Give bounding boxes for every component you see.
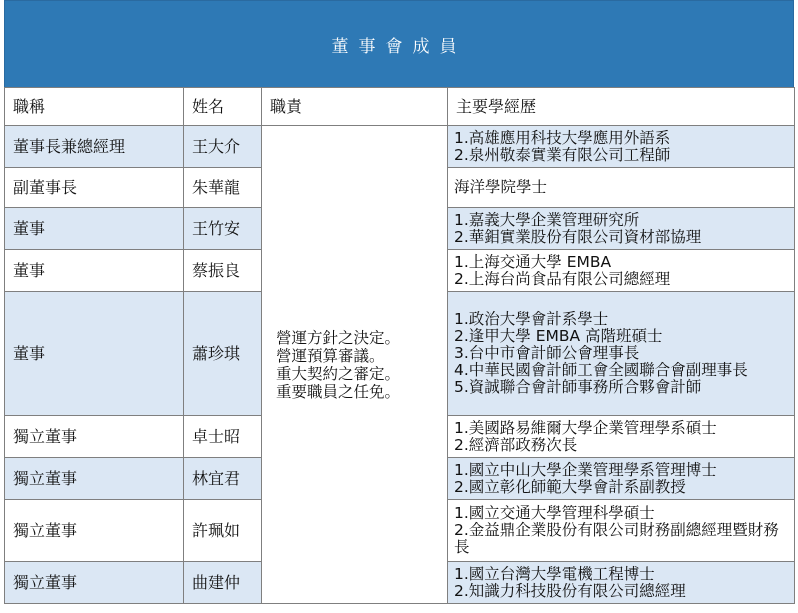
- member-name: 蔡振良: [184, 250, 262, 292]
- experience-line: 1.國立交通大學管理科學碩士: [454, 504, 655, 522]
- member-experience: [448, 168, 795, 208]
- experience-line: 2.逢甲大學 EMBA 高階班碩士: [454, 327, 663, 345]
- member-name: 許珮如: [184, 500, 262, 562]
- member-experience: [448, 500, 795, 562]
- header-row: [5, 88, 795, 126]
- board-members-table: [4, 87, 795, 604]
- experience-line: 2.華鉬實業股份有限公司資材部協理: [454, 227, 702, 246]
- experience-line: 海洋學院學士: [454, 178, 548, 196]
- member-title: 獨立董事: [5, 416, 184, 458]
- member-experience: [448, 208, 795, 250]
- member-name: 王大介: [184, 126, 262, 168]
- experience-line: 1.高雄應用科技大學應用外語系: [454, 128, 671, 147]
- member-name: 曲建仲: [184, 562, 262, 604]
- member-experience: [448, 458, 795, 500]
- header-name: 姓名: [184, 88, 262, 126]
- header-experience: 主要學經歷: [448, 88, 795, 126]
- experience-line: 5.資誠聯合會計師事務所合夥會計師: [454, 378, 702, 396]
- member-name: 蕭珍琪: [184, 292, 262, 416]
- member-title: 董事: [5, 250, 184, 292]
- experience-line: 2.國立彰化師範大學會計系副教授: [454, 477, 686, 496]
- member-name: 卓士昭: [184, 416, 262, 458]
- duty-line: 營運預算審議。: [276, 346, 385, 365]
- member-experience: [448, 126, 795, 168]
- table-row: [5, 126, 795, 168]
- experience-line: 1.上海交通大學 EMBA: [454, 252, 612, 271]
- experience-line: 1.美國路易維爾大學企業管理學系碩士: [454, 418, 717, 437]
- board-members-frame: [4, 0, 794, 610]
- experience-line: 4.中華民國會計師工會全國聯合會副理事長: [454, 361, 748, 379]
- member-title: 董事: [5, 208, 184, 250]
- experience-line: 2.上海台尚食品有限公司總經理: [454, 269, 671, 288]
- member-title: 獨立董事: [5, 562, 184, 604]
- member-experience: [448, 562, 795, 604]
- member-title: 董事長兼總經理: [5, 126, 184, 168]
- experience-line: 1.政治大學會計系學士: [454, 310, 609, 328]
- member-experience: [448, 292, 795, 416]
- member-title: 獨立董事: [5, 458, 184, 500]
- duty-line: 重大契約之審定。: [276, 364, 401, 383]
- member-experience: [448, 416, 795, 458]
- experience-line: 2.知識力科技股份有限公司總經理: [454, 581, 686, 600]
- member-name: 朱華龍: [184, 168, 262, 208]
- member-name: 王竹安: [184, 208, 262, 250]
- experience-line: 2.經濟部政務次長: [454, 435, 578, 454]
- member-experience: [448, 250, 795, 292]
- experience-line: 1.國立台灣大學電機工程博士: [454, 564, 655, 583]
- duty-line: 營運方針之決定。: [276, 328, 401, 347]
- duties-cell: [262, 126, 448, 604]
- member-title: 獨立董事: [5, 500, 184, 562]
- experience-line: 1.嘉義大學企業管理研究所: [454, 210, 640, 229]
- experience-line: 1.國立中山大學企業管理學系管理博士: [454, 460, 717, 479]
- experience-line: 2.泉州敬泰實業有限公司工程師: [454, 145, 671, 164]
- member-name: 林宜君: [184, 458, 262, 500]
- member-title: 董事: [5, 292, 184, 416]
- duty-line: 重要職員之任免。: [276, 382, 401, 401]
- header-title: 職稱: [5, 88, 184, 126]
- member-title: 副董事長: [5, 168, 184, 208]
- header-duty: 職責: [262, 88, 448, 126]
- table-title: 董事會成員: [4, 0, 794, 88]
- experience-line: 2.金益鼎企業股份有限公司財務副總經理暨財務長: [454, 521, 779, 556]
- experience-line: 3.台中市會計師公會理事長: [454, 344, 640, 362]
